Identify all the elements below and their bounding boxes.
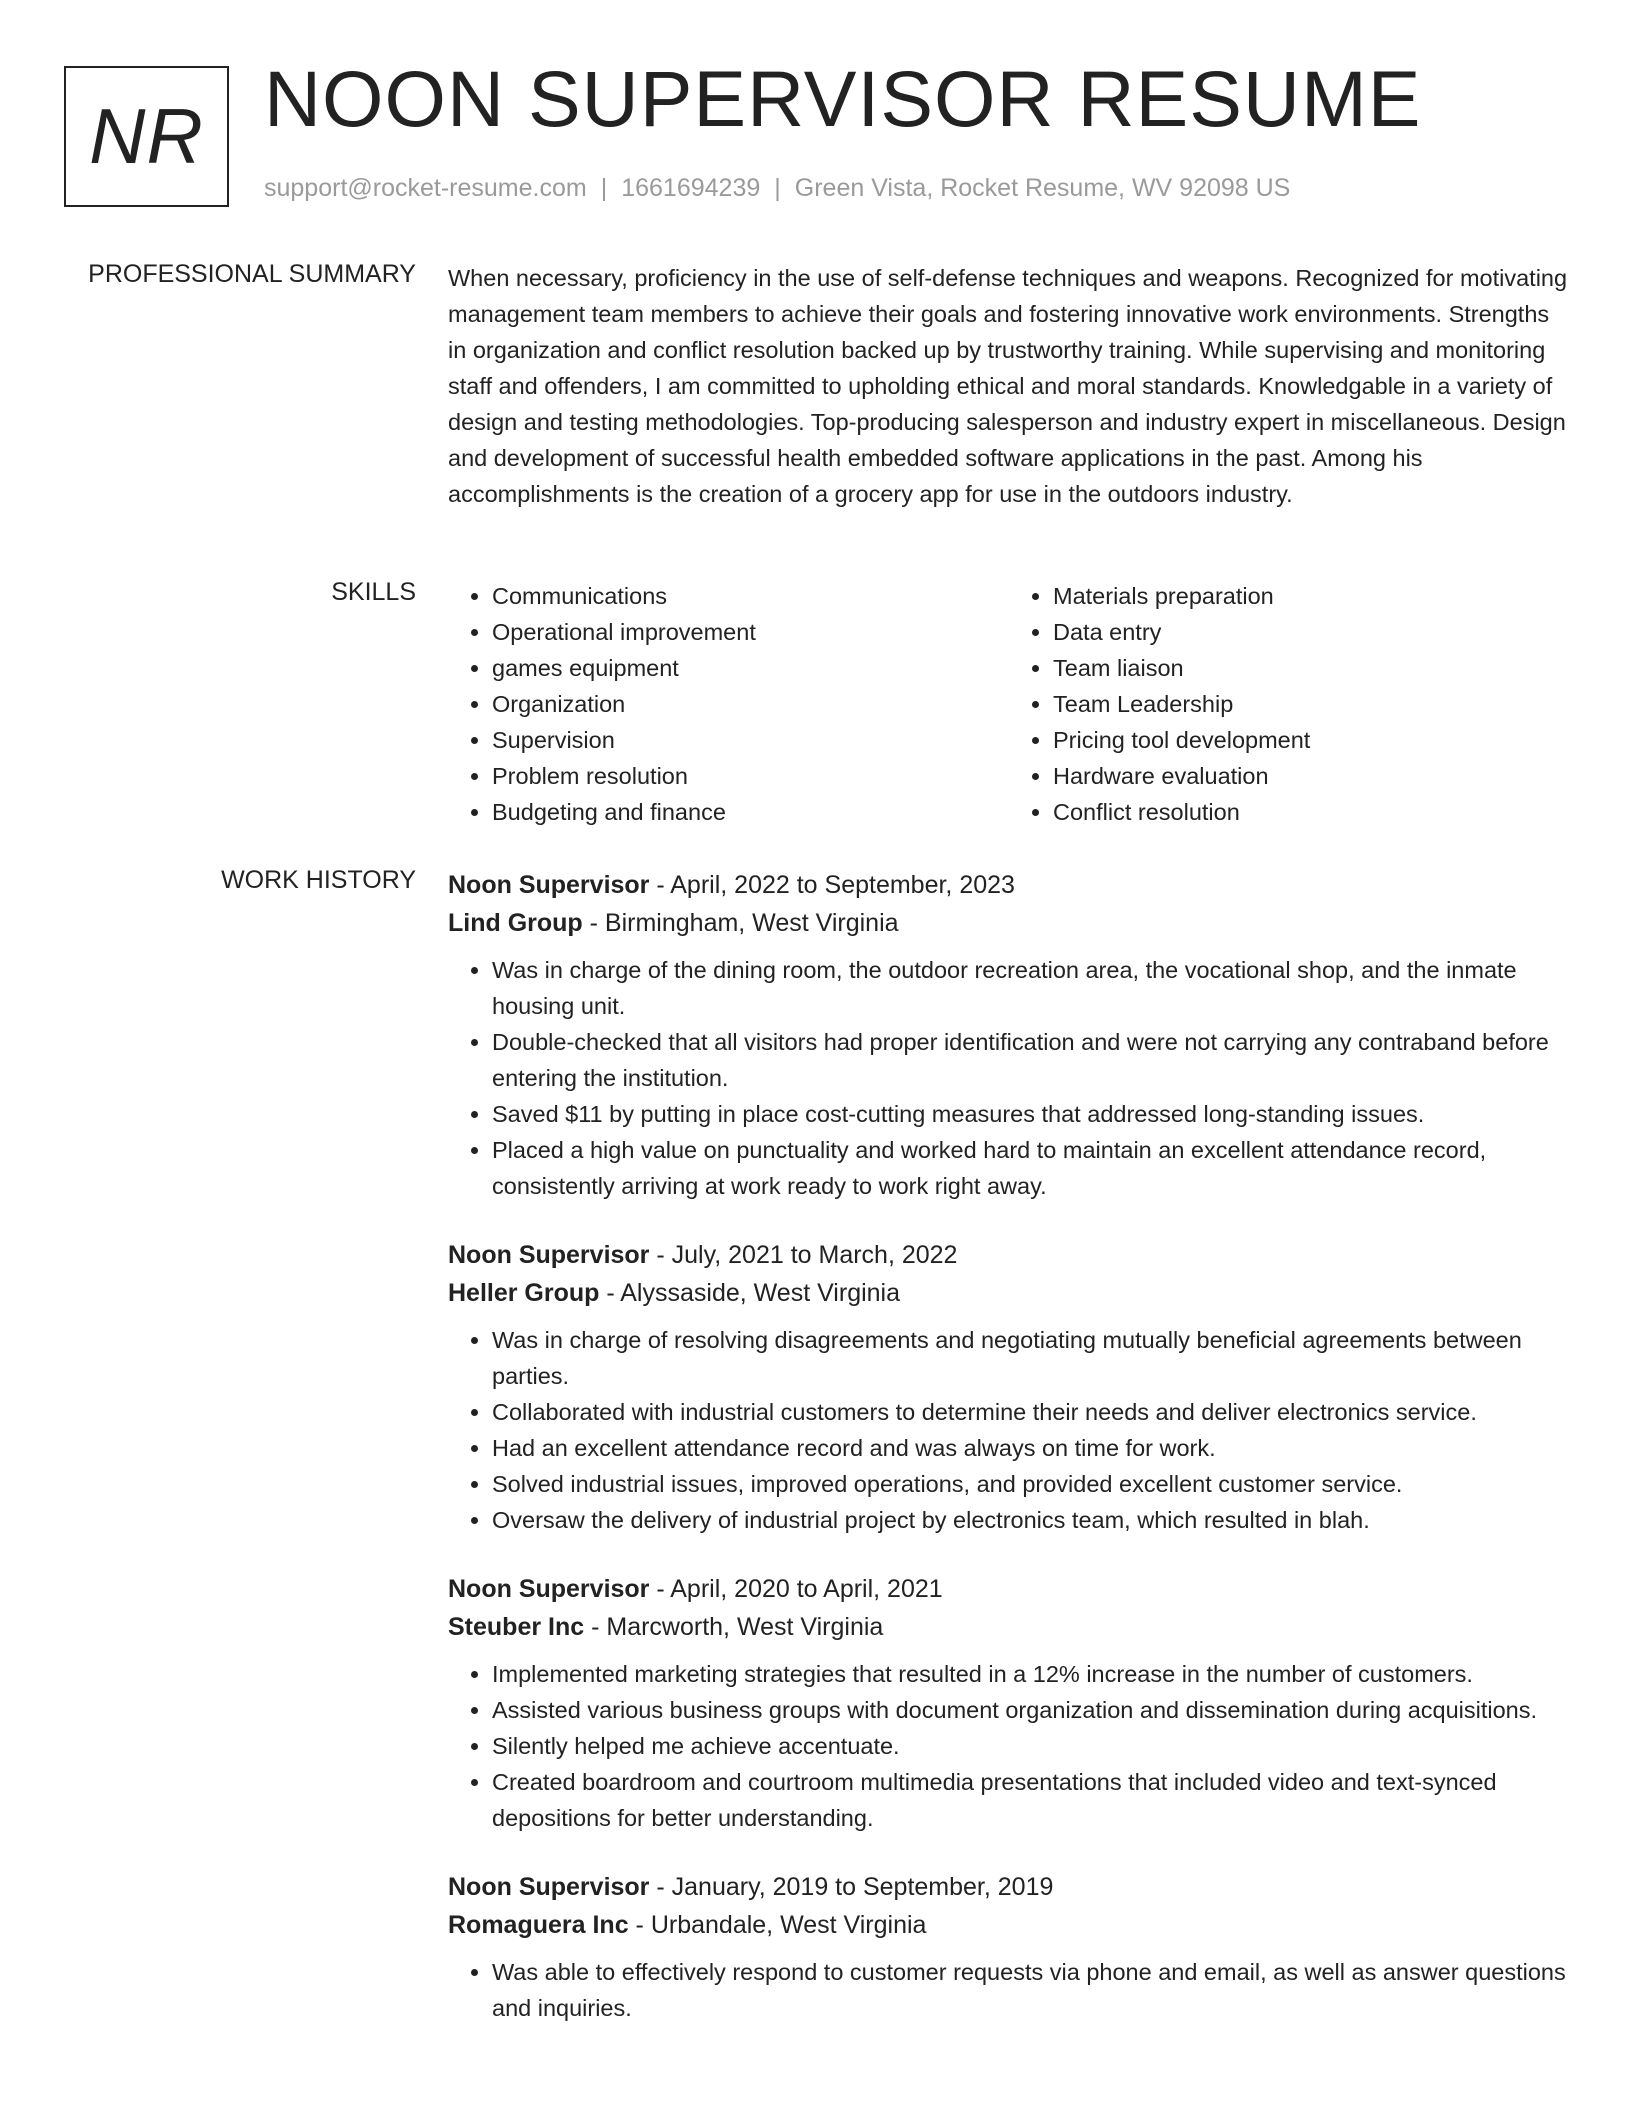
job-bullet: • Collaborated with industrial customers to determine their needs and deliver electronics service. [492,1394,1570,1430]
job-bullet: • Had an excellent attendance record and was always on time for work. [492,1430,1570,1466]
job-bullet: • Created boardroom and courtroom multimedia presentations that included video and text-synced depositions for better understanding. [492,1764,1570,1836]
job-bullet: • Double-checked that all visitors had proper identification and were not carrying any contraband before entering the institution. [492,1024,1570,1096]
job-title-line [448,866,1570,904]
job-location: - Alyssaside, West Virginia [599,1279,901,1307]
skill-item: • Problem resolution [492,758,1009,794]
skills-list-right [1009,578,1570,830]
job-role: Noon Supervisor [448,1873,650,1901]
job-bullet: • Was in charge of the dining room, the outdoor recreation area, the vocational shop, and the inmate housing unit. [492,952,1570,1024]
contact-line [264,174,1290,203]
summary-body [448,260,1570,512]
job-bullet: • Silently helped me achieve accentuate. [492,1728,1570,1764]
job-dates: - January, 2019 to September, 2019 [649,1873,1054,1901]
job-dates: - April, 2022 to September, 2023 [649,871,1015,899]
job-bullet: • Solved industrial issues, improved operations, and provided excellent customer service. [492,1466,1570,1502]
job-location: - Urbandale, West Virginia [628,1911,927,1939]
skill-item: • Supervision [492,722,1009,758]
job-company: Lind Group [448,909,583,937]
job-company-line [448,1906,1570,1944]
contact-separator: | [774,174,781,202]
job-entry [448,866,1570,1204]
skill-item: • Team Leadership [1053,686,1570,722]
job-title-line [448,1868,1570,1906]
work-heading: WORK HISTORY [221,866,416,894]
job-bullet-list [448,1954,1570,2026]
skill-item: • Operational improvement [492,614,1009,650]
skill-item: • Budgeting and finance [492,794,1009,830]
job-role: Noon Supervisor [448,1575,650,1603]
job-company-line [448,1608,1570,1646]
job-company: Heller Group [448,1279,600,1307]
job-bullet: • Assisted various business groups with document organization and dissemination during acquisitions. [492,1692,1570,1728]
resume-title: NOON SUPERVISOR RESUME [264,54,1422,143]
skills-list-left [448,578,1009,830]
contact-separator: | [600,174,608,202]
job-bullet: • Was in charge of resolving disagreements and negotiating mutually beneficial agreements between parties. [492,1322,1570,1394]
skills-body [448,578,1570,830]
skill-item: • Data entry [1053,614,1570,650]
job-bullet: • Saved $11 by putting in place cost-cutting measures that addressed long-standing issues. [492,1096,1570,1132]
skill-item: • Materials preparation [1053,578,1570,614]
job-bullet: • Implemented marketing strategies that resulted in a 12% increase in the number of customers. [492,1656,1570,1692]
job-entry [448,1868,1570,2026]
job-title-line [448,1236,1570,1274]
job-location: - Marcworth, West Virginia [584,1613,884,1641]
job-title-line [448,1570,1570,1608]
skill-item: • games equipment [492,650,1009,686]
job-bullet-list [448,952,1570,1204]
job-company-line [448,904,1570,942]
contact-address: Green Vista, Rocket Resume, WV 92098 US [794,174,1291,202]
job-role: Noon Supervisor [448,871,650,899]
job-bullet-list [448,1656,1570,1836]
job-bullet-list [448,1322,1570,1538]
summary-heading: PROFESSIONAL SUMMARY [88,260,416,288]
skill-item: • Communications [492,578,1009,614]
contact-email: support@rocket-resume.com [264,174,587,202]
job-entry [448,1570,1570,1836]
skill-item: • Hardware evaluation [1053,758,1570,794]
contact-phone: 1661694239 [621,174,761,202]
skill-item: • Organization [492,686,1009,722]
job-dates: - April, 2020 to April, 2021 [649,1575,943,1603]
job-role: Noon Supervisor [448,1241,650,1269]
skills-columns [448,578,1570,830]
skills-heading: SKILLS [331,578,416,606]
job-company-line [448,1274,1570,1312]
skill-item: • Team liaison [1053,650,1570,686]
work-body [448,866,1570,2058]
summary-text: When necessary, proficiency in the use of self-defense techniques and weapons. Recognized for motivating management team members to achieve their goals and fostering innovative work environments. Strengths in organization and conflict resolution backed up by trustworthy training. While supervising and monitoring staff and offenders, I am committed to upholding ethical and moral standards. Knowledgable in a variety of design and testing methodologies. Top-producing salesperson and industry expert in miscellaneous. Design and development of successful health embedded software applications in the past. Among his accomplishments is the creation of a grocery app for use in the outdoors industry. [448,265,1568,507]
job-bullet: • Was able to effectively respond to customer requests via phone and email, as well as answer questions and inquiries. [492,1954,1570,2026]
initials-monogram: NR [64,66,229,207]
job-location: - Birmingham, West Virginia [582,909,899,937]
job-bullet: • Placed a high value on punctuality and worked hard to maintain an excellent attendance record, consistently arriving at work ready to work right away. [492,1132,1570,1204]
job-company: Romaguera Inc [448,1911,629,1939]
skill-item: • Pricing tool development [1053,722,1570,758]
job-company: Steuber Inc [448,1613,585,1641]
job-bullet: • Oversaw the delivery of industrial project by electronics team, which resulted in blah. [492,1502,1570,1538]
job-dates: - July, 2021 to March, 2022 [649,1241,958,1269]
job-entry [448,1236,1570,1538]
skill-item: • Conflict resolution [1053,794,1570,830]
